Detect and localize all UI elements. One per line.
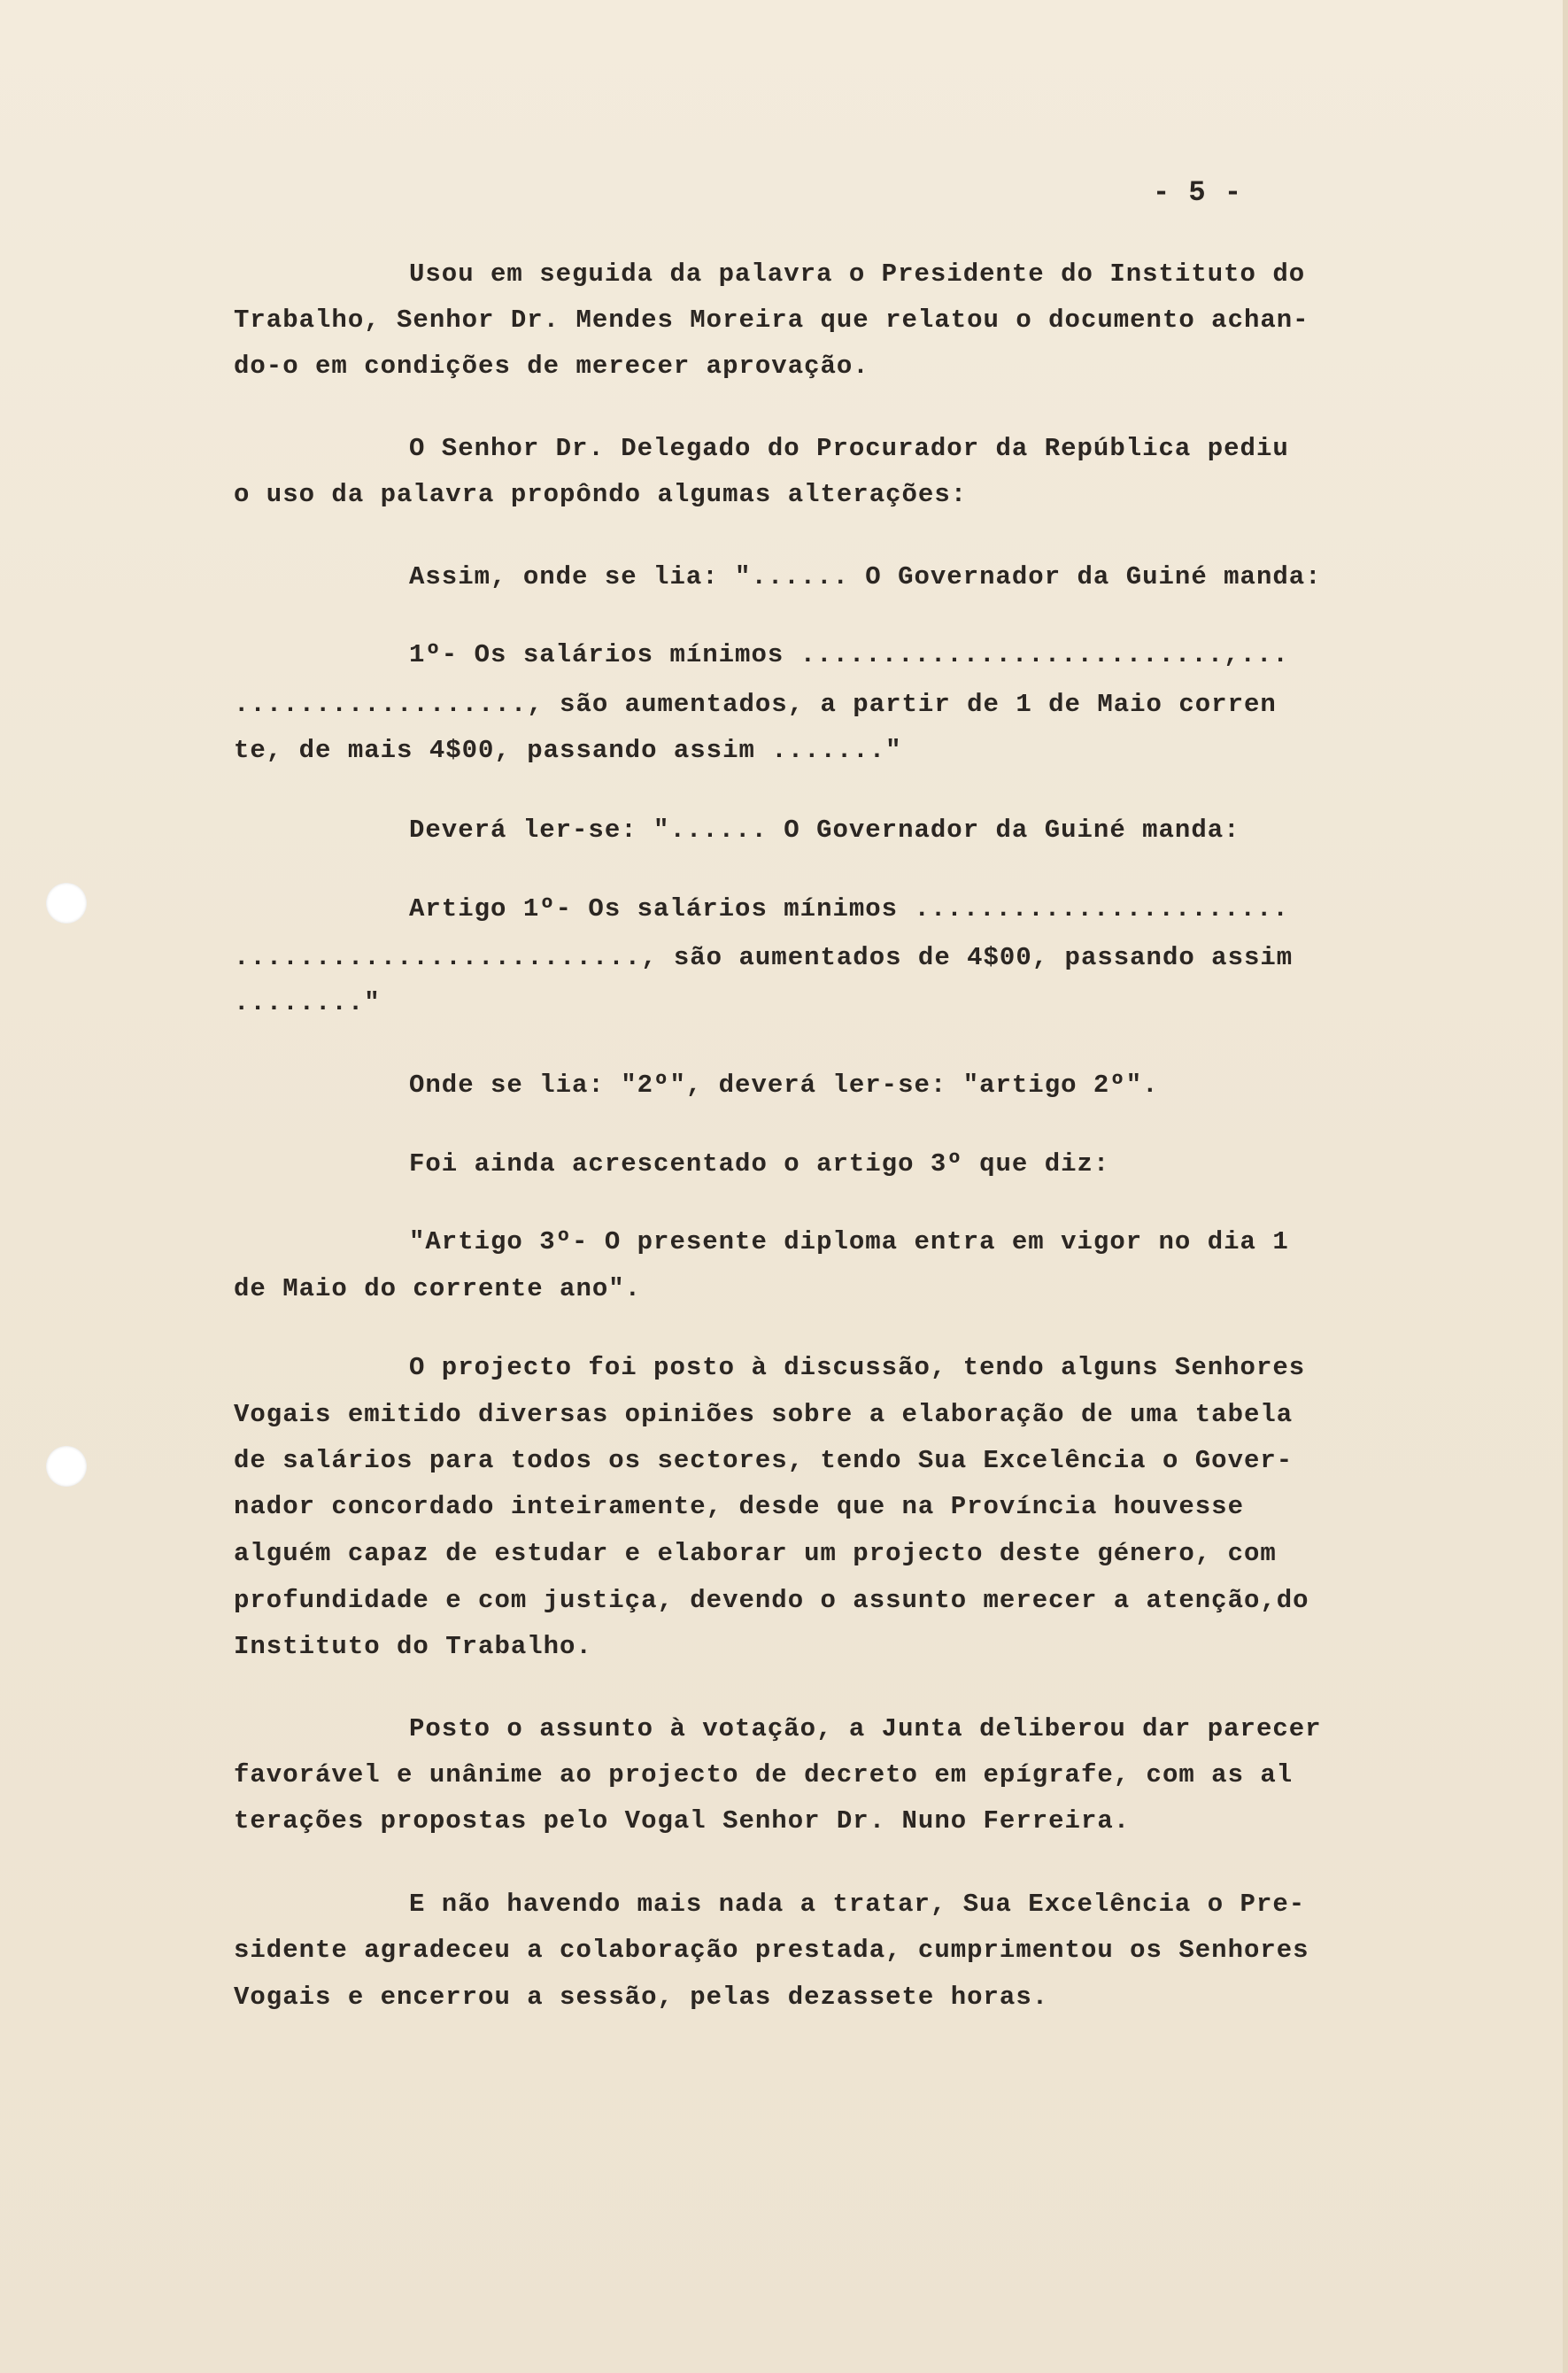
text-line: Posto o assunto à votação, a Junta deliberou dar parecer [409,1714,1322,1743]
text-line: o uso da palavra propôndo algumas alterações: [234,480,968,509]
punch-hole-lower [46,1446,87,1487]
text-line: E não havendo mais nada a tratar, Sua Excelência o Pre- [409,1890,1306,1919]
text-line: te, de mais 4$00, passando assim ......." [234,736,902,765]
text-line: do-o em condições de merecer aprovação. [234,352,869,381]
text-line: Trabalho, Senhor Dr. Mendes Moreira que relatou o documento achan- [234,305,1309,335]
text-line: nador concordado inteiramente, desde que na Província houvesse [234,1492,1244,1521]
text-line: Onde se lia: "2º", deverá ler-se: "artigo 2º". [409,1071,1159,1100]
punch-hole-upper [46,883,87,924]
text-line: favorável e unânime ao projecto de decreto em epígrafe, com as al [234,1760,1294,1789]
text-line: Artigo 1º- Os salários mínimos ....................... [409,894,1289,924]
text-line: de Maio do corrente ano". [234,1274,642,1303]
page-number: - 5 - [1153,176,1243,209]
text-line: "Artigo 3º- O presente diploma entra em vigor no dia 1 [409,1227,1289,1256]
text-line: alguém capaz de estudar e elaborar um projecto deste género, com [234,1539,1277,1568]
text-line: Vogais e encerrou a sessão, pelas dezassete horas. [234,1983,1049,2012]
text-line: Instituto do Trabalho. [234,1632,592,1661]
text-line: Foi ainda acrescentado o artigo 3º que diz: [409,1149,1110,1179]
text-line: O Senhor Dr. Delegado do Procurador da República pediu [409,434,1289,463]
text-line: .................., são aumentados, a partir de 1 de Maio corren [234,690,1277,719]
text-line: Deverá ler-se: "...... O Governador da Guiné manda: [409,815,1240,845]
text-line: Assim, onde se lia: "...... O Governador da Guiné manda: [409,562,1322,591]
text-line: Usou em seguida da palavra o Presidente do Instituto do [409,259,1306,289]
text-line: sidente agradeceu a colaboração prestada, cumprimentou os Senhores [234,1936,1309,1965]
text-line: terações propostas pelo Vogal Senhor Dr. Nuno Ferreira. [234,1806,1131,1836]
text-line: profundidade e com justiça, devendo o assunto merecer a atenção,do [234,1586,1309,1615]
paper-edge [1563,0,1568,2373]
text-line: de salários para todos os sectores, tendo Sua Excelência o Gover- [234,1446,1294,1475]
text-line: O projecto foi posto à discussão, tendo alguns Senhores [409,1353,1306,1382]
text-line: ........" [234,988,381,1017]
text-line: Vogais emitido diversas opiniões sobre a elaboração de uma tabela [234,1400,1294,1429]
text-line: ........................., são aumentados de 4$00, passando assim [234,943,1294,972]
text-line: 1º- Os salários mínimos ..........................,... [409,640,1289,669]
